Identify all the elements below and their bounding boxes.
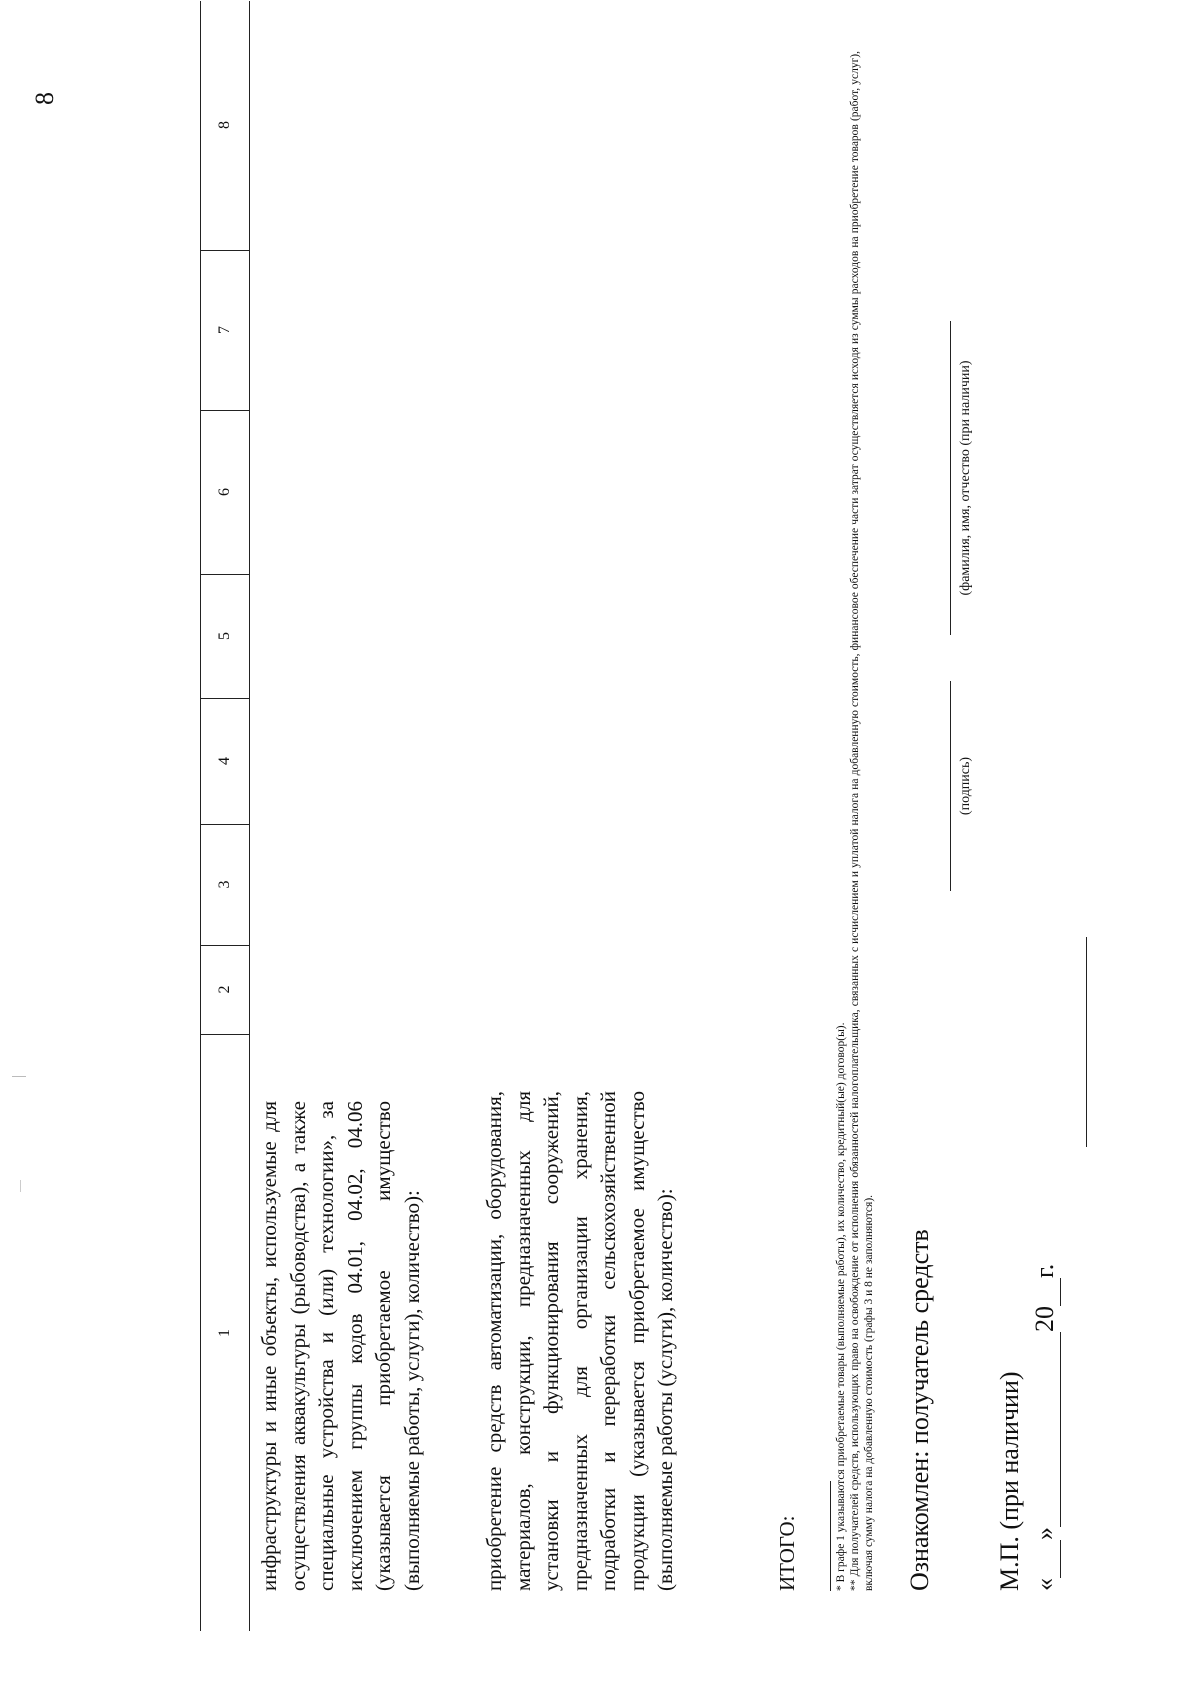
column-header-1: 1 <box>216 1329 233 1337</box>
column-header-5: 5 <box>201 574 249 699</box>
footnote-2: ** Для получателей средств, использующих право на освобождение от исполнения обязанностей налогоплательщика, связанных с исчислением и уплатой налога на добавленную стоимость, финансовое обеспечение части затрат осуществляется исходя из суммы расходов на приобретение товаров (работ, услуг), включая сумму налога на добавленную стоимость (графы 3 и 8 не заполняются). <box>849 51 875 1591</box>
column-header-8: 8 <box>201 0 249 251</box>
page-number: 8 <box>30 92 59 105</box>
column-header-4: 4 <box>201 698 249 825</box>
name-line <box>950 321 951 635</box>
row-description-automation: приобретение средств автоматизации, оборудования, материалов, конструкции, предназначенных для установки и функционирования сооружений, предназначенных для организации хранения, подработки и переработки сельскохозяйственной продукции (указывается приобретаемое имущество (выполняемые работы (услуги), количество): <box>482 1091 677 1591</box>
date-year-blank <box>1030 1278 1061 1306</box>
date-open-quote: « <box>1030 1578 1059 1591</box>
date-year-prefix: 20 <box>1030 1306 1059 1332</box>
name-caption: (фамилия, имя, отчество (при наличии) <box>958 360 973 596</box>
date-close-quote: » <box>1030 1527 1059 1540</box>
column-header-7: 7 <box>201 250 249 411</box>
footnote-separator <box>830 1481 831 1591</box>
column-header-6: 6 <box>201 410 249 575</box>
date-month-blank <box>1030 1332 1061 1527</box>
column-header-3: 3 <box>201 824 249 946</box>
column-header-2: 2 <box>201 945 249 1035</box>
row-description-aquaculture: инфраструктуры и иные объекты, используемые для осуществления аквакультуры (рыбоводства), а также специальные устройства и (или) технологии», за исключением группы кодов 04.01, 04.02, 04.06 (указывается приобретаемое имущество (выполняемые работы, услуги), количество): <box>257 1101 424 1591</box>
signature-line <box>950 681 951 891</box>
seal-label: М.П. (при наличии) <box>995 1371 1024 1591</box>
footnote-1: * В графе 1 указываются приобретаемые товары (выполняемые работы), их количество, кредитный(ые) договор(ы). <box>835 1022 847 1591</box>
date-line <box>1030 1264 1061 1591</box>
date-day-blank <box>1030 1540 1061 1578</box>
signature-caption: (подпись) <box>958 756 973 816</box>
columns-header-table <box>200 1 250 1631</box>
date-year-suffix: г. <box>1030 1263 1059 1278</box>
acknowledged-label: Ознакомлен: получатель средств <box>905 1229 934 1591</box>
scan-artifact <box>12 1076 26 1077</box>
blank-line <box>1086 937 1087 1147</box>
total-label: ИТОГО: <box>775 1515 799 1591</box>
